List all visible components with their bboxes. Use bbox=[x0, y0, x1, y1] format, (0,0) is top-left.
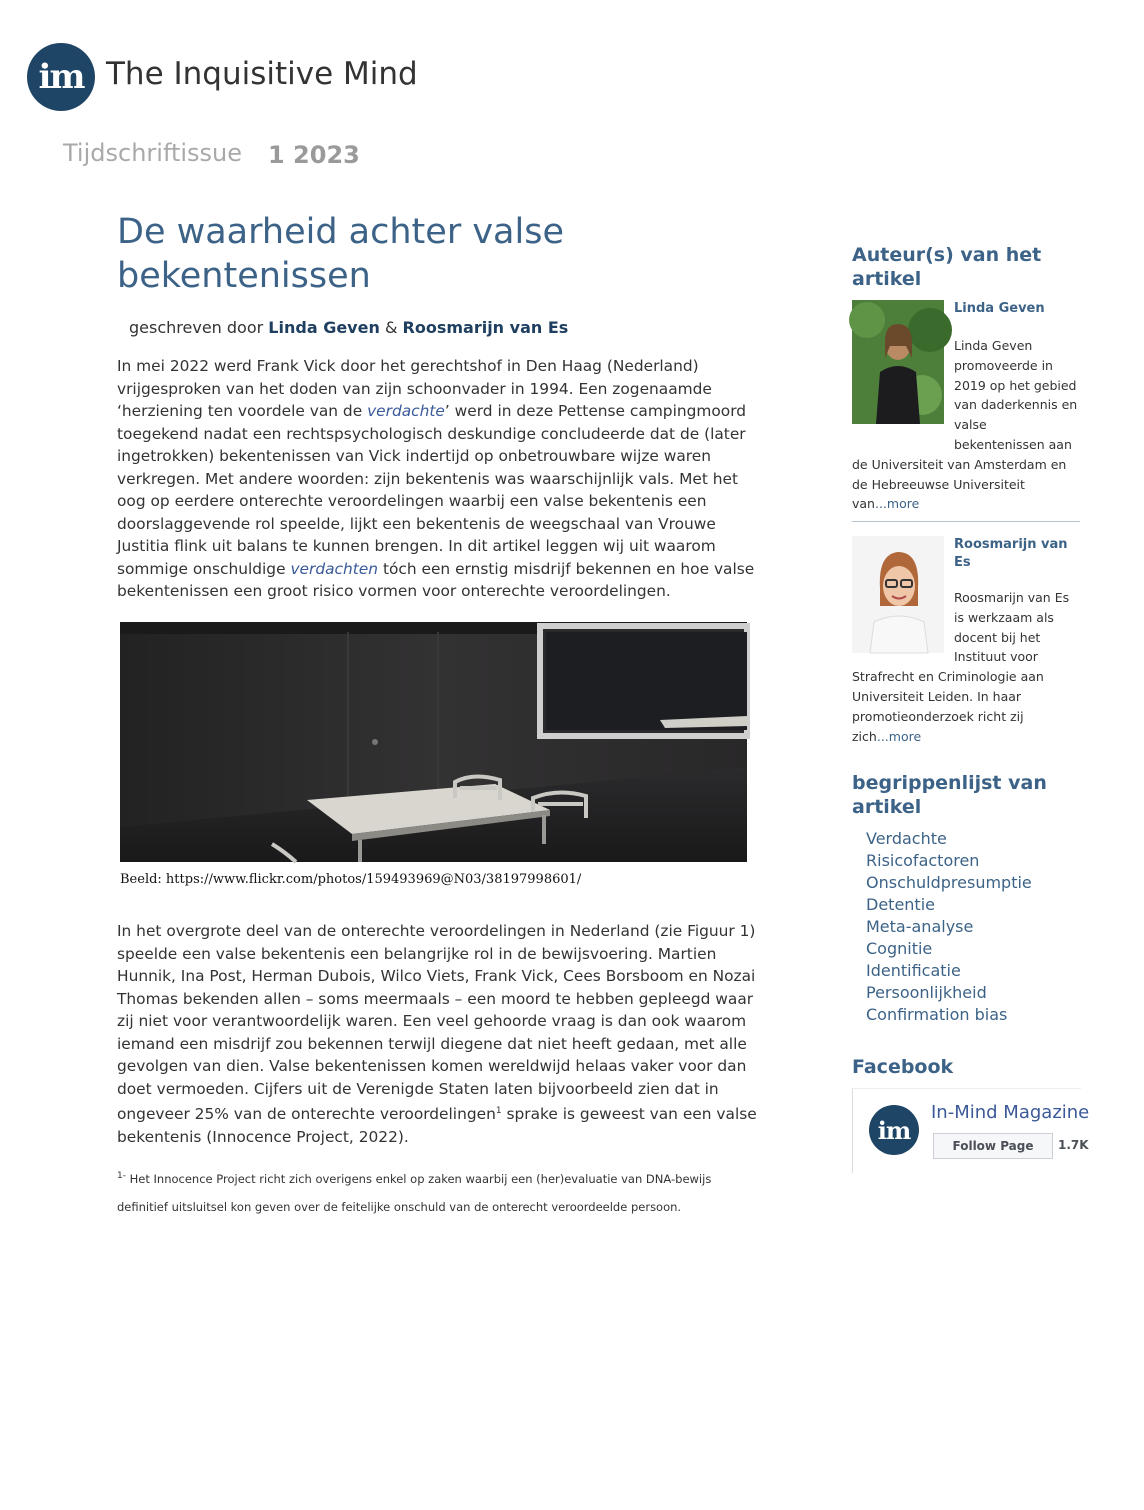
authors-heading: Auteur(s) van het artikel bbox=[852, 244, 1042, 290]
article-title: De waarheid achter valse bekentenissen bbox=[117, 212, 564, 296]
image-caption: Beeld: https://www.flickr.com/photos/159493969@N03/38197998601/ bbox=[120, 872, 582, 887]
footnote-marker: 1- bbox=[117, 1171, 126, 1181]
glossary-item-meta-analyse[interactable]: Meta-analyse bbox=[866, 917, 974, 936]
body-paragraph bbox=[117, 920, 767, 1148]
glossary-item-risicofactoren[interactable]: Risicofactoren bbox=[866, 851, 980, 870]
author-bio-text: Linda Geven promoveerde in 2019 op het gebied van daderkennis en valse bekentenissen aan de Universiteit van Amsterdam en de Hebreeuwse Universiteit van bbox=[852, 338, 1078, 512]
author-bio-text: Roosmarijn van Es is werkzaam als docent bij het Instituut voor Strafrecht en Criminologie aan Universiteit Leiden. In haar promotieonderzoek richt zij zich bbox=[852, 590, 1070, 744]
intro-text-2: ’ werd in deze Pettense campingmoord toegekend nadat een rechtspsychologisch deskundige concludeerde dat de (later ingetrokken) bekentenissen van Vick indertijd op onbetrouwbare wijze waren verkregen. Met andere woorden: zijn bekentenis was waarschijnlijk vals. Met het oog op eerdere onterechte veroordelingen waarbij een valse bekentenis een doorslaggevende rol speelde, lijkt een bekentenis de weegschaal van Vrouwe Justitia flink uit balans te kunnen brengen. In dit artikel leggen wij uit waarom sommige onschuldige bbox=[117, 402, 747, 578]
facebook-page-widget[interactable] bbox=[852, 1088, 1090, 1173]
glossary-item-persoonlijkheid[interactable]: Persoonlijkheid bbox=[866, 983, 987, 1002]
term-link-verdachte[interactable]: verdachte bbox=[367, 402, 445, 420]
author-link-roosmarijn-van-es[interactable]: Roosmarijn van Es bbox=[402, 318, 569, 337]
intro-text-1: In mei 2022 werd Frank Vick door het gerechtshof in Den Haag (Nederland) vrijgesproken van het doden van zijn schoonvader in 1994. Een zogenaamde ‘herziening ten voordele van de bbox=[117, 357, 712, 420]
follow-page-button[interactable]: Follow Page bbox=[933, 1133, 1053, 1159]
glossary-item-verdachte[interactable]: Verdachte bbox=[866, 829, 947, 848]
author-name-roosmarijn-van-es[interactable]: Roosmarijn van Es bbox=[954, 537, 1068, 570]
facebook-page-name[interactable]: In-Mind Magazine bbox=[931, 1102, 1090, 1123]
sidebar-divider bbox=[852, 521, 1080, 522]
intro-text-3: tóch een ernstig misdrijf bekennen en hoe valse bekentenissen een groot risico vormen voor onterechte veroordelingen. bbox=[117, 559, 755, 600]
body-text-2: sprake is geweest van een valse bekentenis (Innocence Project, 2022). bbox=[117, 1105, 757, 1146]
fb-logo-monogram: im bbox=[877, 1115, 911, 1145]
byline-separator: & bbox=[384, 318, 398, 337]
issue-number[interactable]: 1 2023 bbox=[268, 141, 360, 169]
site-title[interactable]: The Inquisitive Mind bbox=[106, 56, 418, 92]
intro-paragraph bbox=[117, 355, 767, 603]
site-logo[interactable] bbox=[27, 43, 95, 111]
author-link-linda-geven[interactable]: Linda Geven bbox=[268, 318, 380, 337]
glossary-item-cognitie[interactable]: Cognitie bbox=[866, 939, 933, 958]
follower-count: 1.7K bbox=[1058, 1138, 1089, 1152]
byline-prefix: geschreven door bbox=[129, 318, 264, 337]
footnote-reference[interactable]: 1 bbox=[495, 1106, 502, 1116]
author-bio-linda-geven bbox=[852, 335, 1080, 513]
logo-monogram: im bbox=[38, 57, 84, 97]
glossary-item-identificatie[interactable]: Identificatie bbox=[866, 961, 961, 980]
term-link-verdachten[interactable]: verdachten bbox=[290, 559, 379, 578]
bio-float-spacer bbox=[852, 335, 954, 435]
byline bbox=[129, 318, 568, 337]
facebook-heading: Facebook bbox=[852, 1056, 954, 1078]
bio-float-spacer bbox=[852, 587, 954, 657]
more-link-linda-geven[interactable]: ...more bbox=[874, 496, 920, 512]
glossary-item-onschuldpresumptie[interactable]: Onschuldpresumptie bbox=[866, 873, 1032, 892]
glossary-item-detentie[interactable]: Detentie bbox=[866, 895, 935, 914]
footnote bbox=[117, 1162, 757, 1221]
glossary-heading: begrippenlijst van artikel bbox=[852, 772, 1047, 818]
issue-label: Tijdschriftissue bbox=[63, 139, 243, 167]
footnote-text: Het Innocence Project richt zich overigens enkel op zaken waarbij een (her)evaluatie van DNA-bewijs definitief uitsluitsel kon geven over de feitelijke onschuld van de onterecht veroordeelde persoon. bbox=[117, 1171, 712, 1214]
body-text-1: In het overgrote deel van de onterechte veroordelingen in Nederland (zie Figuur 1) speelde een valse bekentenis een belangrijke rol in de bewijsvoering. Martien Hunnik, Ina Post, Herman Dubois, Wilco Viets, Frank Vick, Cees Borsboom en Nozai Thomas bekenden allen – soms meermaals – een moord te hebben gepleegd waar zij niet voor verantwoordelijk waren. Een veel gehoorde vraag is dan ook waarom iemand een misdrijf zou bekennen terwijl diegene dat niet heeft gedaan, met alle gevolgen van dien. Valse bekentenissen komen wereldwijd helaas vaker voor dan doet vermoeden. Cijfers uit de Verenigde Staten laten bijvoorbeeld zien dat in ongeveer 25% van de onterechte veroordelingen bbox=[117, 922, 756, 1124]
author-bio-roosmarijn-van-es bbox=[852, 587, 1080, 745]
facebook-page-logo[interactable] bbox=[869, 1105, 919, 1155]
article-image-interrogation-room bbox=[120, 622, 747, 862]
glossary-list bbox=[866, 828, 1032, 1026]
interrogation-room-illustration bbox=[120, 622, 747, 862]
glossary-item-confirmation-bias[interactable]: Confirmation bias bbox=[866, 1005, 1008, 1024]
author-name-linda-geven[interactable]: Linda Geven bbox=[954, 301, 1045, 316]
more-link-roosmarijn-van-es[interactable]: ...more bbox=[876, 728, 922, 744]
